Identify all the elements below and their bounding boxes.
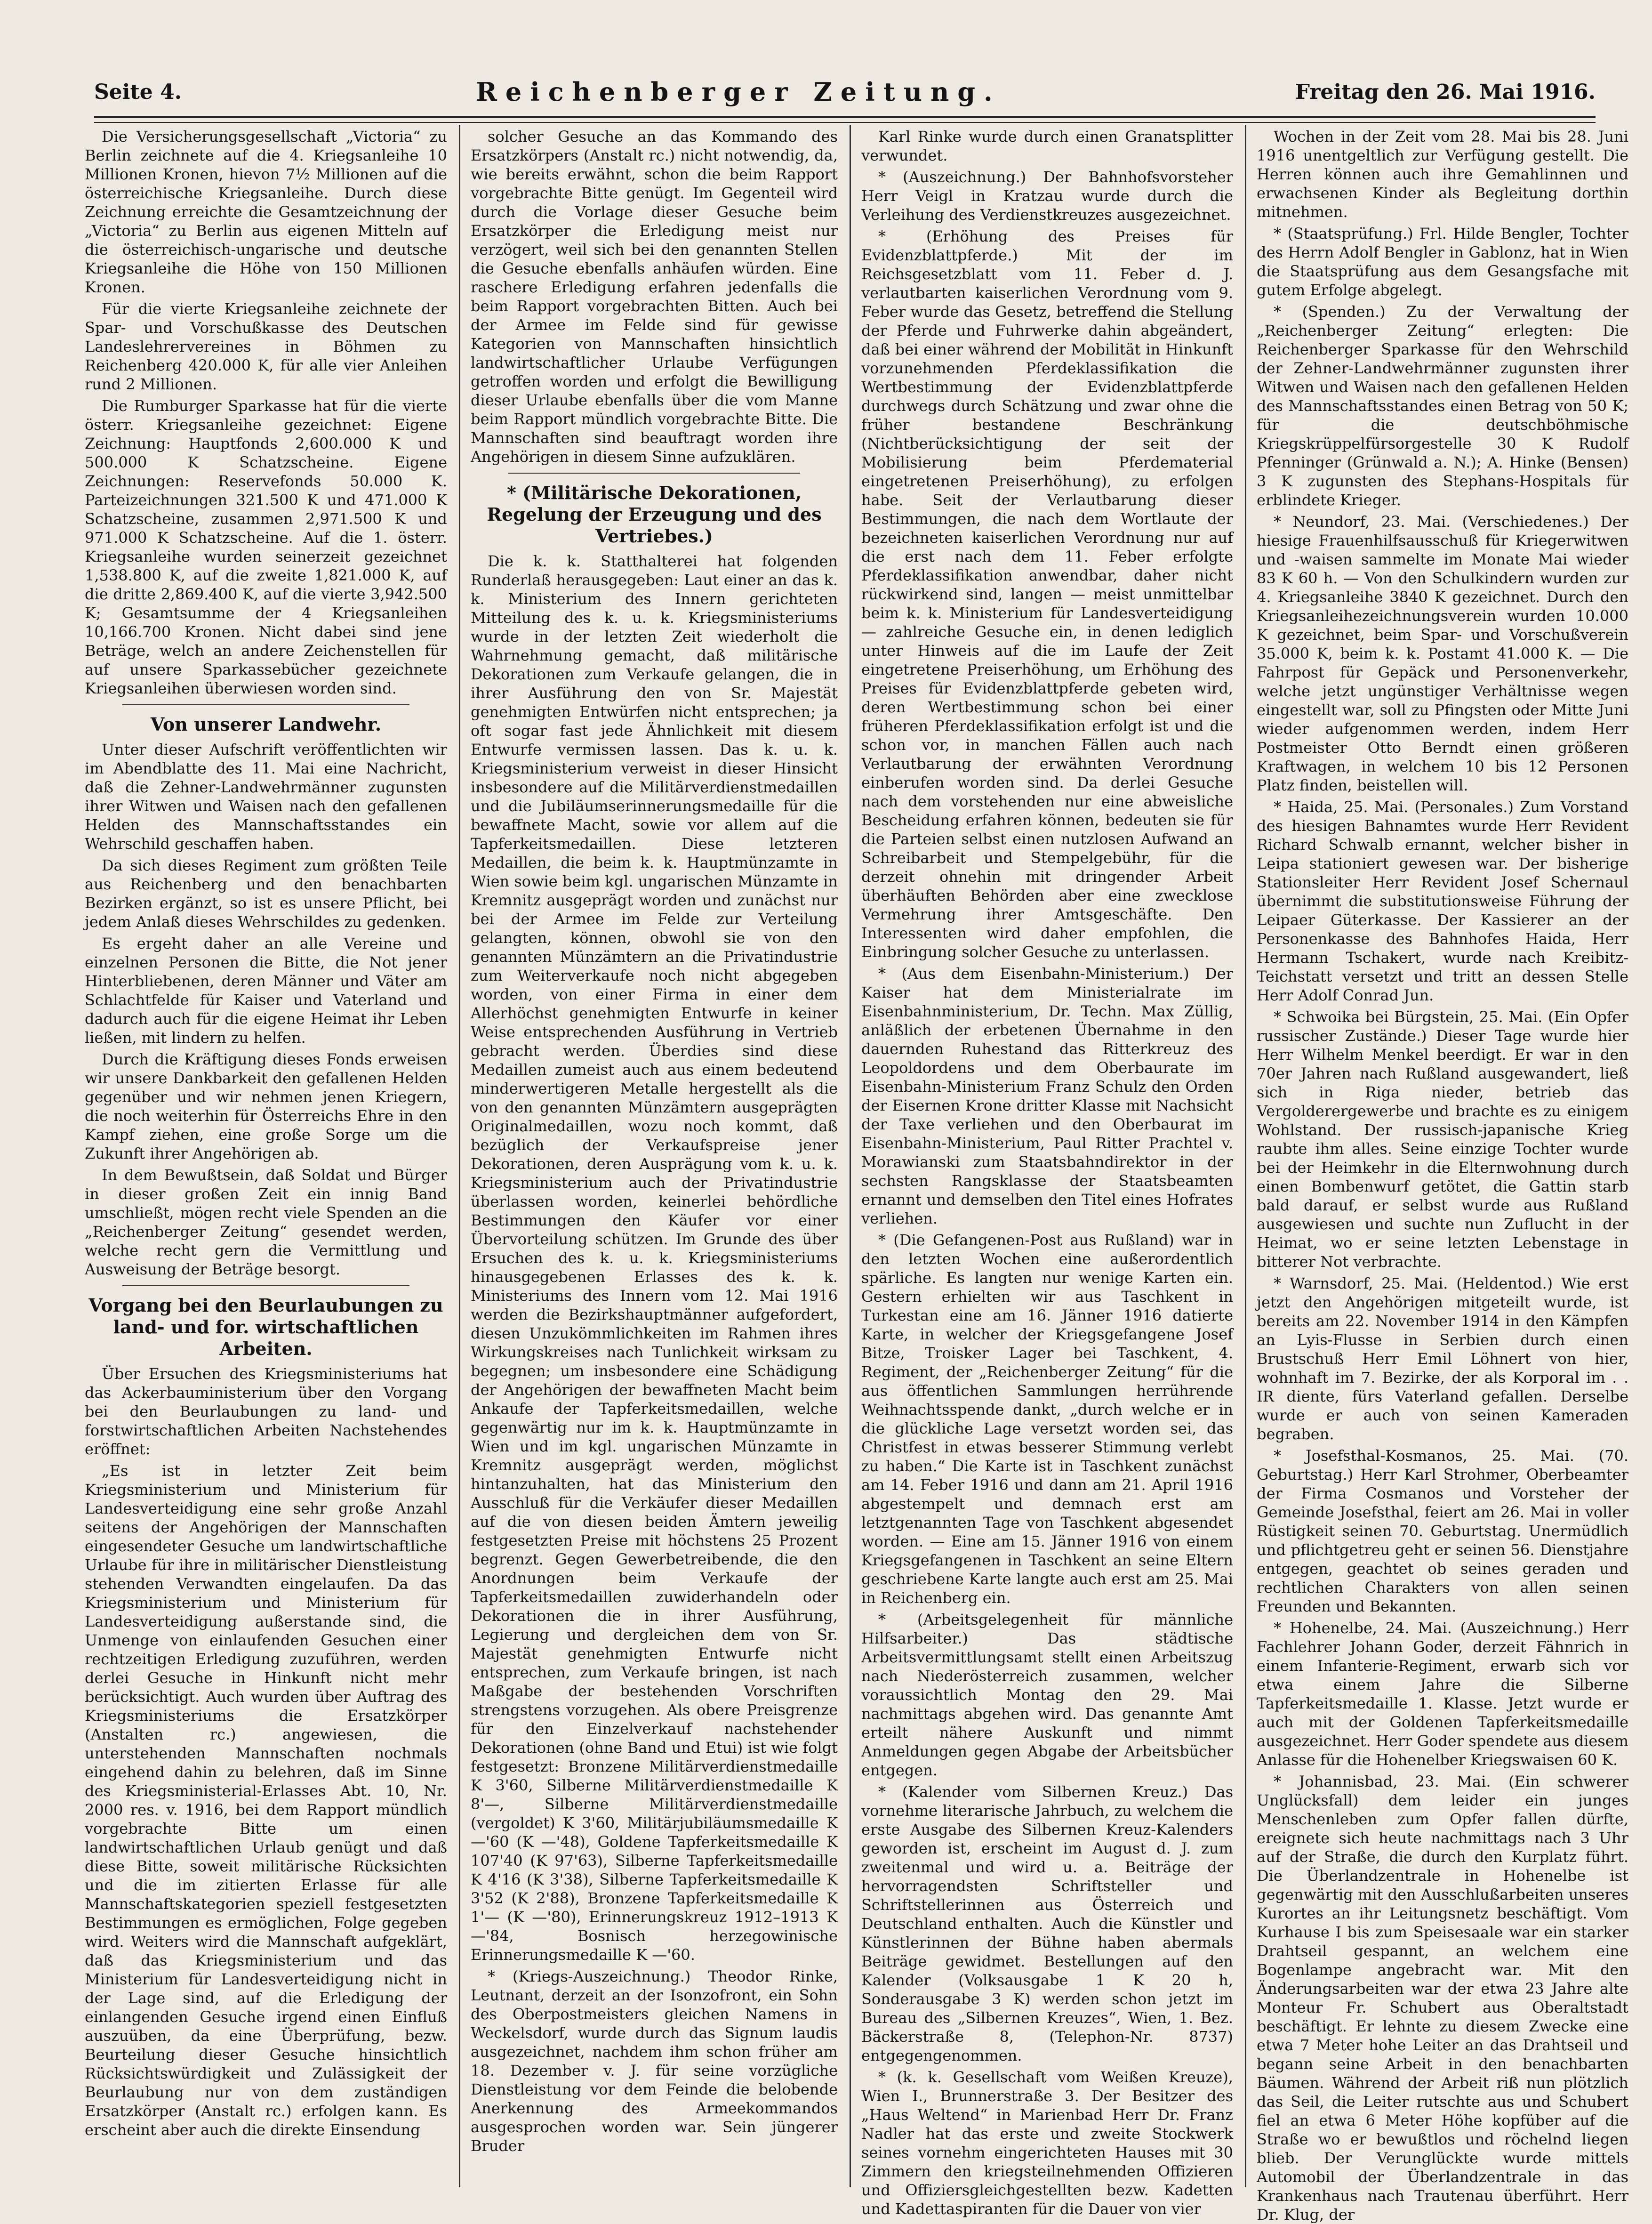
article-paragraph: Für die vierte Kriegsanleihe zeichnete der Spar- und Vorschußkasse des Deutschen Landeslehrervereines in Böhmen zu Reichenberg 420.000 K, für alle vier Anleihen rund 2 Millionen. bbox=[85, 300, 447, 393]
column-4 bbox=[1257, 127, 1628, 2224]
masthead bbox=[94, 71, 1596, 113]
article-paragraph: Durch die Kräftigung dieses Fonds erweisen wir unsere Dankbarkeit den gefallenen Helden gegenüber und wir nehmen jenen Kriegern, die noch weiterhin für Österreichs Ehre in den Kampf ziehen, eine große Sorge um die Zukunft ihrer Angehörigen ab. bbox=[85, 1050, 447, 1162]
article-paragraph: * (Staatsprüfung.) Frl. Hilde Bengler, Tochter des Herrn Adolf Bengler in Gablonz, hat in Wien die Staatsprüfung aus dem Gesangsfache mit gutem Erfolge abgelegt. bbox=[1257, 225, 1628, 299]
article-heading: Von unserer Landwehr. bbox=[150, 714, 382, 735]
issue-date: Freitag den 26. Mai 1916. bbox=[1295, 80, 1596, 104]
article-separator bbox=[122, 704, 409, 705]
newspaper-title: Reichenberger Zeitung. bbox=[476, 77, 1001, 107]
article-paragraph: * Warnsdorf, 25. Mai. (Heldentod.) Wie erst jetzt den Angehörigen mitgeteilt wurde, ist bereits am 22. November 1914 in den Kämpfen an Lyis-Flusse in Serbien durch einen Brustschuß Herr Emil Löhnert von hier, wohnhaft im 7. Bezirke, der als Korporal im . . IR diente, fürs Vaterland gefallen. Derselbe wurde er auch von seinen Kameraden begraben. bbox=[1257, 1274, 1628, 1443]
article-paragraph: solcher Gesuche an das Kommando des Ersatzkörpers (Anstalt rc.) nicht notwendig, da, wie bereits erwähnt, schon die beim Rapport vorgebrachte Bitte genügt. Im Gegenteil wird durch die Vorlage dieser Gesuche beim Ersatzkörper die Erledigung meist nur verzögert, weil sich bei den genannten Stellen die Gesuche ebenfalls anhäufen würden. Eine raschere Erledigung erfahren jedenfalls die beim Rapport vorgebrachten Bitten. Auch bei der Armee im Felde sind für gewisse Kategorien von Mannschaften hinsichtlich landwirtschaftlicher Urlaube Verfügungen getroffen worden und erfolgt die Bewilligung dieser Urlaube ebenfalls über die vom Manne beim Rapport mündlich vorgebrachte Bitte. Die Mannschaften sind beauftragt worden ihre Angehörigen in diesem Sinne aufzuklären. bbox=[471, 128, 838, 466]
article-paragraph: * Johannisbad, 23. Mai. (Ein schwerer Unglücksfall) dem leider ein junges Menschenleben zum Opfer fallen dürfte, ereignete sich heute nachmittags nach 3 Uhr auf der Straße, die durch den Kurplatz führt. Die Überlandzentrale in Hohenelbe ist gegenwärtig mit den Ausschlußarbeiten unseres Kurortes an ihr Leitungsnetz beschäftigt. Vom Kurhause I bis zum Speisesaale war ein starker Drahtseil gespannt, an welchem eine Bogenlampe angebracht war. Mit den Änderungsarbeiten war der etwa 23 Jahre alte Monteur Fr. Schubert aus Oberaltstadt beschäftigt. Er lehnte zu diesem Zwecke eine etwa 7 Meter hohe Leiter an das Drahtseil und begann seine Arbeit in den benachbarten Bäumen. Während der Arbeit riß nun plötzlich das Seil, die Leiter rutschte aus und Schubert fiel an etwa 6 Meter Höhe kopfüber auf die Straße wo er bewußtlos und röchelnd liegen blieb. Der Verunglückte wurde mittels Automobil der Überlandzentrale in das Krankenhaus nach Trautenau überführt. Herr Dr. Klug, der bbox=[1257, 1773, 1628, 2224]
article-paragraph: Karl Rinke wurde durch einen Granatsplitter verwundet. bbox=[861, 128, 1233, 164]
column-2 bbox=[471, 127, 838, 2187]
article-paragraph: „Es ist in letzter Zeit beim Kriegsministerium und Ministerium für Landesverteidigung eine sehr große Anzahl seitens der Angehörigen der Mannschaften eingesendeter Gesuche um landwirtschaftliche Urlaube für ihre in militärischer Dienstleistung stehenden Verwandten eingelaufen. Da das Kriegsministerium und Ministerium für Landesverteidigung außerstande sind, die Unmenge von einlaufenden Gesuchen einer rechtzeitigen Erledigung zuzuführen, werden derlei Gesuche in Hinkunft nicht mehr berücksichtigt. Auch wurden über Auftrag des Kriegsministeriums die Ersatzkörper (Anstalten rc.) angewiesen, die unterstehenden Mannschaften nochmals eingehend dahin zu belehren, daß im Sinne des Kriegsministerial-Erlasses Abt. 10, Nr. 2000 res. v. 1916, bei dem Rapport mündlich vorgebrachte Bitte um einen landwirtschaftlichen Urlaub genügt und daß diese Bitte, soweit militärische Rücksichten und die im zitierten Erlasse für alle Mannschaftskategorien speziell festgesetzten Bestimmungen es ermöglichen, Folge gegeben wird. Weiters wird die Mannschaft aufgeklärt, daß das Kriegsministerium und das Ministerium für Landesverteidigung nicht in der Lage sind, auf die Erledigung der einlangenden Gesuche irgend einen Einfluß auszuüben, da eine Überprüfung, bezw. Beurteilung dieser Gesuche hinsichtlich Rücksichtswürdigkeit und Zulässigkeit der Beurlaubung nur von dem zuständigen Ersatzkörper (Anstalt rc.) erfolgen kann. Es erscheint aber auch die direkte Einsendung bbox=[85, 1462, 447, 2139]
article-paragraph: * (Arbeitsgelegenheit für männliche Hilfsarbeiter.) Das städtische Arbeitsvermittlungsamt stellt einen Arbeitszug nach Niederösterreich zusammen, welcher voraussichtlich Montag den 29. Mai nachmittags abgehen wird. Das genannte Amt erteilt nähere Auskunft und nimmt Anmeldungen gegen Abgabe der Arbeitsbücher entgegen. bbox=[861, 1611, 1233, 1779]
article-paragraph: * Josefsthal-Kosmanos, 25. Mai. (70. Geburtstag.) Herr Karl Strohmer, Oberbeamter der Firma Cosmanos und Vorsteher der Gemeinde Josefsthal, feiert am 26. Mai in voller Rüstigkeit seinen 70. Geburtstag. Unermüdlich und pflichtgetreu geht er seinen 56. Dienstjahre entgegen, geachtet ob seines geraden und rechtlichen Charakters von allen seinen Freunden und Bekannten. bbox=[1257, 1447, 1628, 1615]
article-heading: Vorgang bei den Beurlaubungen zu land- und for. wirtschaftlichen Arbeiten. bbox=[88, 1295, 443, 1359]
article-paragraph: Wochen in der Zeit vom 28. Mai bis 28. Juni 1916 unentgeltlich zur Verfügung gestellt. Die Herren können auch ihre Gemahlinnen und erwachsenen Kinder als Begleitung dorthin mitnehmen. bbox=[1257, 128, 1628, 221]
column-divider bbox=[850, 125, 851, 2187]
article-paragraph: Da sich dieses Regiment zum größten Teile aus Reichenberg und den benachbarten Bezirken ergänzt, so ist es unsere Pflicht, bei jedem Anlaß dieses Wehrschildes zu gedenken. bbox=[85, 856, 447, 931]
article-paragraph: * (Kriegs-Auszeichnung.) Theodor Rinke, Leutnant, derzeit an der Isonzofront, ein Sohn des Oberpostmeisters gleichen Namens in Weckelsdorf, wurde durch das Signum laudis ausgezeichnet, nachdem ihm schon früher am 18. Dezember v. J. für seine vorzügliche Dienstleistung vor dem Feinde die belobende Anerkennung des Armeekommandos ausgesprochen worden war. Sein jüngerer Bruder bbox=[471, 1967, 838, 2155]
column-3 bbox=[861, 127, 1233, 2218]
article-paragraph: * Schwoika bei Bürgstein, 25. Mai. (Ein Opfer russischer Zustände.) Dieser Tage wurde hier Herr Wilhelm Menkel beerdigt. Er war in den 70er Jahren nach Rußland ausgewandert, ließ sich in Riga nieder, betrieb das Vergolderergewerbe und brachte es zu einigem Wohlstand. Der russisch-japanische Krieg raubte ihm alles. Seine einzige Tochter wurde bei der Heimkehr in die Elternwohnung durch einen Bombenwurf getötet, die Gattin starb bald darauf, er selbst wurde aus Rußland ausgewiesen und suchte nun Zuflucht in der Heimat, wo er seine letzten Lebenstage in bitterer Not verbrachte. bbox=[1257, 1008, 1628, 1271]
article-paragraph: * Hohenelbe, 24. Mai. (Auszeichnung.) Herr Fachlehrer Johann Goder, derzeit Fähnrich in einem Infanterie-Regiment, erwarb sich vor etwa einem Jahre die Silberne Tapferkeitsmedaille 1. Klasse. Jetzt wurde er auch mit der Goldenen Tapferkeitsmedaille ausgezeichnet. Herr Goder spendete aus diesem Anlasse für die Hohenelber Kriegswaisen 60 K. bbox=[1257, 1619, 1628, 1769]
article-heading: * (Militärische Dekorationen, Regelung der Erzeugung und des Vertriebes.) bbox=[487, 482, 822, 547]
article-paragraph: Die Versicherungsgesellschaft „Victoria“ zu Berlin zeichnete auf die 4. Kriegsanleihe 10 Millionen Kronen, hievon 7½ Millionen auf die österreichische Kriegsanleihe. Durch diese Zeichnung erreichte die Gesamtzeichnung der „Victoria“ zu Berlin aus eigenen Mitteln auf die österreichisch-ungarische und deutsche Kriegsanleihe die Höhe von 150 Millionen Kronen. bbox=[85, 128, 447, 296]
article-paragraph: Es ergeht daher an alle Vereine und einzelnen Personen die Bitte, die Not jener Hinterbliebenen, deren Männer und Väter am Schlachtfelde für Kaiser und Vaterland und dadurch auch für die eigene Heimat ihr Leben ließen, mit lindern zu helfen. bbox=[85, 935, 447, 1047]
article-paragraph: Über Ersuchen des Kriegsministeriums hat das Ackerbauministerium über den Vorgang bei den Beurlaubungen zu land- und forstwirtschaftlichen Arbeiten Nachstehendes eröffnet: bbox=[85, 1365, 447, 1458]
article-paragraph: * (Auszeichnung.) Der Bahnhofsvorsteher Herr Veigl in Kratzau wurde durch die Verleihung des Verdienstkreuzes ausgezeichnet. bbox=[861, 168, 1233, 224]
article-paragraph: * Neundorf, 23. Mai. (Verschiedenes.) Der hiesige Frauenhilfsausschuß für Kriegerwitwen und -waisen sammelte im Monate Mai wieder 83 K 60 h. — Von den Schulkindern wurden zur 4. Kriegsanleihe 3840 K gezeichnet. Durch den Kriegsanleihezeichnungsverein wurden 10.000 K gezeichnet, beim Spar- und Vorschußverein 35.000 K, beim k. k. Postamt 41.000 K. — Die Fahrpost für Gepäck und Personenverkehr, welche jetzt ungünstiger Verhältnisse wegen eingestellt war, soll zu Pfingsten oder Mitte Juni wieder aufgenommen werden, indem Herr Postmeister Otto Berndt einen größeren Kraftwagen, in welchem 10 bis 12 Personen Platz finden, beistellen will. bbox=[1257, 513, 1628, 794]
article-paragraph: * Haida, 25. Mai. (Personales.) Zum Vorstand des hiesigen Bahnamtes wurde Herr Revident Richard Schwalb ernannt, welcher bisher in Leipa stationiert gewesen war. Der bisherige Stationsleiter Herr Revident Josef Schernaul übernimmt die substitutionsweise Führung der Leipaer Güterkasse. Der Kassierer an der Personenkasse des Bahnhofes Haida, Herr Hermann Tschakert, wurde nach Kreibitz-Teichstatt versetzt und tritt an dessen Stelle Herr Adolf Conrad Jun. bbox=[1257, 798, 1628, 1004]
article-paragraph: * (Die Gefangenen-Post aus Rußland) war in den letzten Wochen eine außerordentlich spärliche. Es langten nur wenige Karten ein. Gestern erhielten wir aus Taschkent in Turkestan eine am 16. Jänner 1916 datierte Karte, in welcher der Kriegsgefangene Josef Bitze, Troisker Lager bei Taschkent, 4. Regiment, der „Reichenberger Zeitung“ für die aus öffentlichen Sammlungen herrührende Weihnachtsspende dankt, „durch welche er in die glückliche Lage versetzt worden sei, das Christfest in etwas besserer Stimmung verlebt zu haben.“ Die Karte ist in Taschkent zunächst am 14. Feber 1916 und dann am 21. April 1916 abgestempelt und demnach erst am letztgenannten Tage von Taschkent abgesendet worden. — Eine am 15. Jänner 1916 von einem Kriegsgefangenen in Taschkent an seine Eltern geschriebene Karte langte auch erst am 25. Mai in Reichenberg ein. bbox=[861, 1231, 1233, 1607]
article-paragraph: Die Rumburger Sparkasse hat für die vierte österr. Kriegsanleihe gezeichnet: Eigene Zeichnung: Hauptfonds 2,600.000 K und 500.000 K Schatzscheine. Eigene Zeichnungen: Reservefonds 50.000 K. Parteizeichnungen 321.500 K und 471.000 K Schatzscheine, zusammen 2,971.500 K und 971.000 K Schatzscheine. Auf die 1. österr. Kriegsanleihe wurden seinerzeit gezeichnet 1,538.800 K, auf die zweite 1,821.000 K, auf die dritte 2,869.400 K, auf die vierte 3,942.500 K; Gesamtsumme der 4 Kriegsanleihen 10,166.700 Kronen. Nicht dabei sind jene Beträge, welch an andere Zeichenstellen für auf unsere Sparkassebücher gezeichnete Kriegsanleihen überwiesen worden sind. bbox=[85, 397, 447, 697]
article-separator bbox=[122, 1285, 409, 1286]
column-divider bbox=[459, 125, 460, 2187]
article-paragraph: * (Erhöhung des Preises für Evidenzblattpferde.) Mit der im Reichsgesetzblatt vom 11. Feber d. J. verlautbarten kaiserlichen Verordnung vom 9. Feber wurde das Gesetz, betreffend die Stellung der Pferde und Fuhrwerke dahin abgeändert, daß bei einer während der Mobilität in Hinkunft vorzunehmenden Pferdeklassifikation die Wertbestimmung der Evidenzblattpferde durchwegs durch Schätzung und zwar ohne die früher bestandene Beschränkung (Nichtberücksichtigung der seit der Mobilisierung beim Pferdematerial eingetretenen Preiserhöhung), zu erfolgen habe. Seit der Verlautbarung dieser Bestimmungen, die nach dem Wortlaute der bezeichneten kaiserlichen Verordnung nur auf die erst nach dem 11. Feber erfolgte Pferdeklassifikation anwendbar, daher nicht rückwirkend sind, langen — meist unmittelbar beim k. k. Ministerium für Landesverteidigung — zahlreiche Gesuche ein, in denen lediglich unter Hinweis auf die im Laufe der Zeit eingetretene Preiserhöhung, um Erhöhung des Preises für Evidenzblattpferde gebeten wird, deren Wertbestimmung schon bei einer früheren Pferdeklassifikation erfolgt ist und die schon vor, in manchen Fällen auch nach Verlautbarung der erwähnten Verordnung einberufen worden sind. Da derlei Gesuche nach dem vorstehenden nur eine abweisliche Bescheidung erfahren können, bedeuten sie für die Parteien selbst einen nutzlosen Aufwand an Schreibarbeit und Stempelgebühr, für die derzeit ohnehin mit dringender Arbeit überhäuften Behörden aber eine zwecklose Vermehrung ihrer Amtsgeschäfte. Den Interessenten wird daher empfohlen, die Einbringung solcher Gesuche zu unterlassen. bbox=[861, 227, 1233, 961]
masthead-rule bbox=[94, 116, 1596, 123]
article-paragraph: * (Kalender vom Silbernen Kreuz.) Das vornehme literarische Jahrbuch, zu welchem die erste Ausgabe des Silbernen Kreuz-Kalenders geworden ist, erscheint im August d. J. zum zweitenmal und wird u. a. Beiträge der hervorragendsten Schriftsteller und Schriftstellerinnen aus Österreich und Deutschland enthalten. Auch die Künstler und Künstlerinnen der Bühne haben abermals Beiträge gewidmet. Bestellungen auf den Kalender (Volksausgabe 1 K 20 h, Sonderausgabe 3 K) werden schon jetzt im Bureau des „Silbernen Kreuzes“, Wien, 1. Bez. Bäckerstraße 8, (Telephon-Nr. 8737) entgegengenommen. bbox=[861, 1783, 1233, 2064]
article-paragraph: In dem Bewußtsein, daß Soldat und Bürger in dieser großen Zeit ein innig Band umschließt, mögen recht viele Spenden an die „Reichenberger Zeitung“ gesendet werden, welche recht gern die Vermittlung und Ausweisung der Beträge besorgt. bbox=[85, 1166, 447, 1278]
article-paragraph: * (Spenden.) Zu der Verwaltung der „Reichenberger Zeitung“ erlegten: Die Reichenberger Sparkasse für den Wehrschild der Zehner-Landwehrmänner zugunsten ihrer Witwen und Waisen nach den gefallenen Helden des Mannschaftsstandes einen Betrag von 50 K; für die deutschböhmische Kriegskrüppelfürsorgestelle 30 K Rudolf Pfenninger (Grünwald a. N.); A. Hinke (Bensen) 3 K zugunsten des Stephans-Hospitals für erblindete Krieger. bbox=[1257, 303, 1628, 509]
page-number: Seite 4. bbox=[94, 80, 182, 104]
article-paragraph: * (k. k. Gesellschaft vom Weißen Kreuze), Wien I., Brunnerstraße 3. Der Besitzer des „Haus Weltend“ in Marienbad Herr Dr. Franz Nadler hat das erste und zweite Stockwerk seines vornehm eingerichteten Hauses mit 30 Zimmern den kriegsteilnehmenden Offizieren und Offiziersgleichgestellten bezw. Kadetten und Kadettaspiranten für die Dauer von vier bbox=[861, 2068, 1233, 2218]
article-paragraph: Die k. k. Statthalterei hat folgenden Runderlaß herausgegeben: Laut einer an das k. k. Ministerium des Innern gerichteten Mitteilung des k. u. k. Kriegsministeriums wurde in der letzten Zeit wiederholt die Wahrnehmung gemacht, daß militärische Dekorationen zum Verkaufe gelangen, die in ihrer Ausführung den von Sr. Majestät genehmigten Entwürfen nicht entsprechen; ja oft sogar fast jede Ähnlichkeit mit diesem Entwurfe vermissen lassen. Das k. u. k. Kriegsministerium verweist in dieser Hinsicht insbesondere auf die Militärverdienstmedaillen und die Jubiläumserinnerungsmedaille für die bewaffnete Macht, sowie vor allem auf die Tapferkeitsmedaillen. Diese letzteren Medaillen, die beim k. k. Hauptmünzamte in Wien sowie beim kgl. ungarischen Münzamte in Kremnitz ausgeprägt worden und zunächst nur bei der Armee im Felde zur Verteilung gelangten, können, obwohl sie von den genannten Münzämtern an die Privatindustrie zum Weiterverkaufe noch nicht abgegeben worden, von einer Firma in einer dem Allerhöchst genehmigten Entwurfe in keiner Weise entsprechenden Ausführung in Vertrieb gebracht werden. Überdies sind diese Medaillen zumeist auch aus einem bedeutend minderwertigeren Metalle hergestellt als die von den genannten Münzämtern ausgeprägten Originalmedaillen, wozu noch kommt, daß bezüglich der Verkaufspreise jener Dekorationen, deren Ausprägung vom k. u. k. Kriegsministerium auch der Privatindustrie überlassen worden, keinerlei behördliche Bestimmungen den Käufer vor einer Übervorteilung schützen. Im Grunde des über Ersuchen des k. u. k. Kriegsministeriums hinausgegebenen Erlasses des k. k. Ministeriums des Innern vom 12. Mai 1916 werden die Bezirkshauptmänner aufgefordert, diesen Unzukömmlichkeiten im Rahmen ihres Wirkungskreises nach Tunlichkeit wirksam zu begegnen; um insbesondere eine Schädigung der Angehörigen der bewaffneten Macht beim Ankaufe der Tapferkeitsmedaillen, welche gegenwärtig nur im k. k. Hauptmünzamte in Wien und im kgl. ungarischen Münzamte in Kremnitz ausgeprägt werden, möglichst hintanzuhalten, hat das Ministerium den Ausschluß für die Verkäufer dieser Medaillen auf die von diesen beiden Ämtern jeweilig festgesetzten Preise mit höchstens 25 Prozent begrenzt. Gegen Gewerbetreibende, die den Anordnungen beim Verkaufe der Tapferkeitsmedaillen zuwiderhandeln oder Dekorationen die in ihrer Ausführung, Legierung und dergleichen dem von Sr. Majestät genehmigten Entwurfe nicht entsprechen, zum Verkaufe bringen, ist nach Maßgabe der bestehenden Vorschriften strengstens vorzugehen. Als obere Preisgrenze für den Einzelverkauf nachstehender Dekorationen (ohne Band und Etui) ist wie folgt festgesetzt: Bronzene Militärverdienstmedaille K 3'60, Silberne Militärverdienstmedaille K 8'—, Silberne Militärverdienstmedaille (vergoldet) K 3'60, Militärjubiläumsmedaille K —'60 (K —'48), Goldene Tapferkeitsmedaille K 107'40 (K 97'63), Silberne Tapferkeitsmedaille K 4'16 (K 3'38), Silberne Tapferkeitsmedaille K 3'52 (K 2'88), Bronzene Tapferkeitsmedaille K 1'— (K —'80), Erinnerungskreuz 1912–1913 K —'84, Bosnisch herzegowinische Erinnerungsmedaille K —'60. bbox=[471, 552, 838, 1964]
column-divider bbox=[1245, 125, 1246, 2187]
article-paragraph: Unter dieser Aufschrift veröffentlichten wir im Abendblatte des 11. Mai eine Nachricht, daß die Zehner-Landwehrmänner zugunsten ihrer Witwen und Waisen nach den gefallenen Helden des Mannschaftsstandes ein Wehrschild geschaffen haben. bbox=[85, 741, 447, 853]
article-separator bbox=[508, 473, 800, 474]
column-1 bbox=[85, 127, 447, 2187]
article-paragraph: * (Aus dem Eisenbahn-Ministerium.) Der Kaiser hat dem Ministerialrate im Eisenbahnministerium, Dr. Techn. Max Züllig, anläßlich der erbetenen Übernahme in den dauernden Ruhestand das Ritterkreuz des Leopoldordens und dem Oberbaurate im Eisenbahn-Ministerium Franz Schulz den Orden der Eisernen Krone dritter Klasse mit Nachsicht der Taxe verliehen und den Oberbaurat im Eisenbahn-Ministerium, Paul Ritter Prachtel v. Morawianski zum Staatsbahndirektor in der sechsten Rangsklasse der Staatsbeamten ernannt und demselben den Titel eines Hofrates verliehen. bbox=[861, 965, 1233, 1227]
